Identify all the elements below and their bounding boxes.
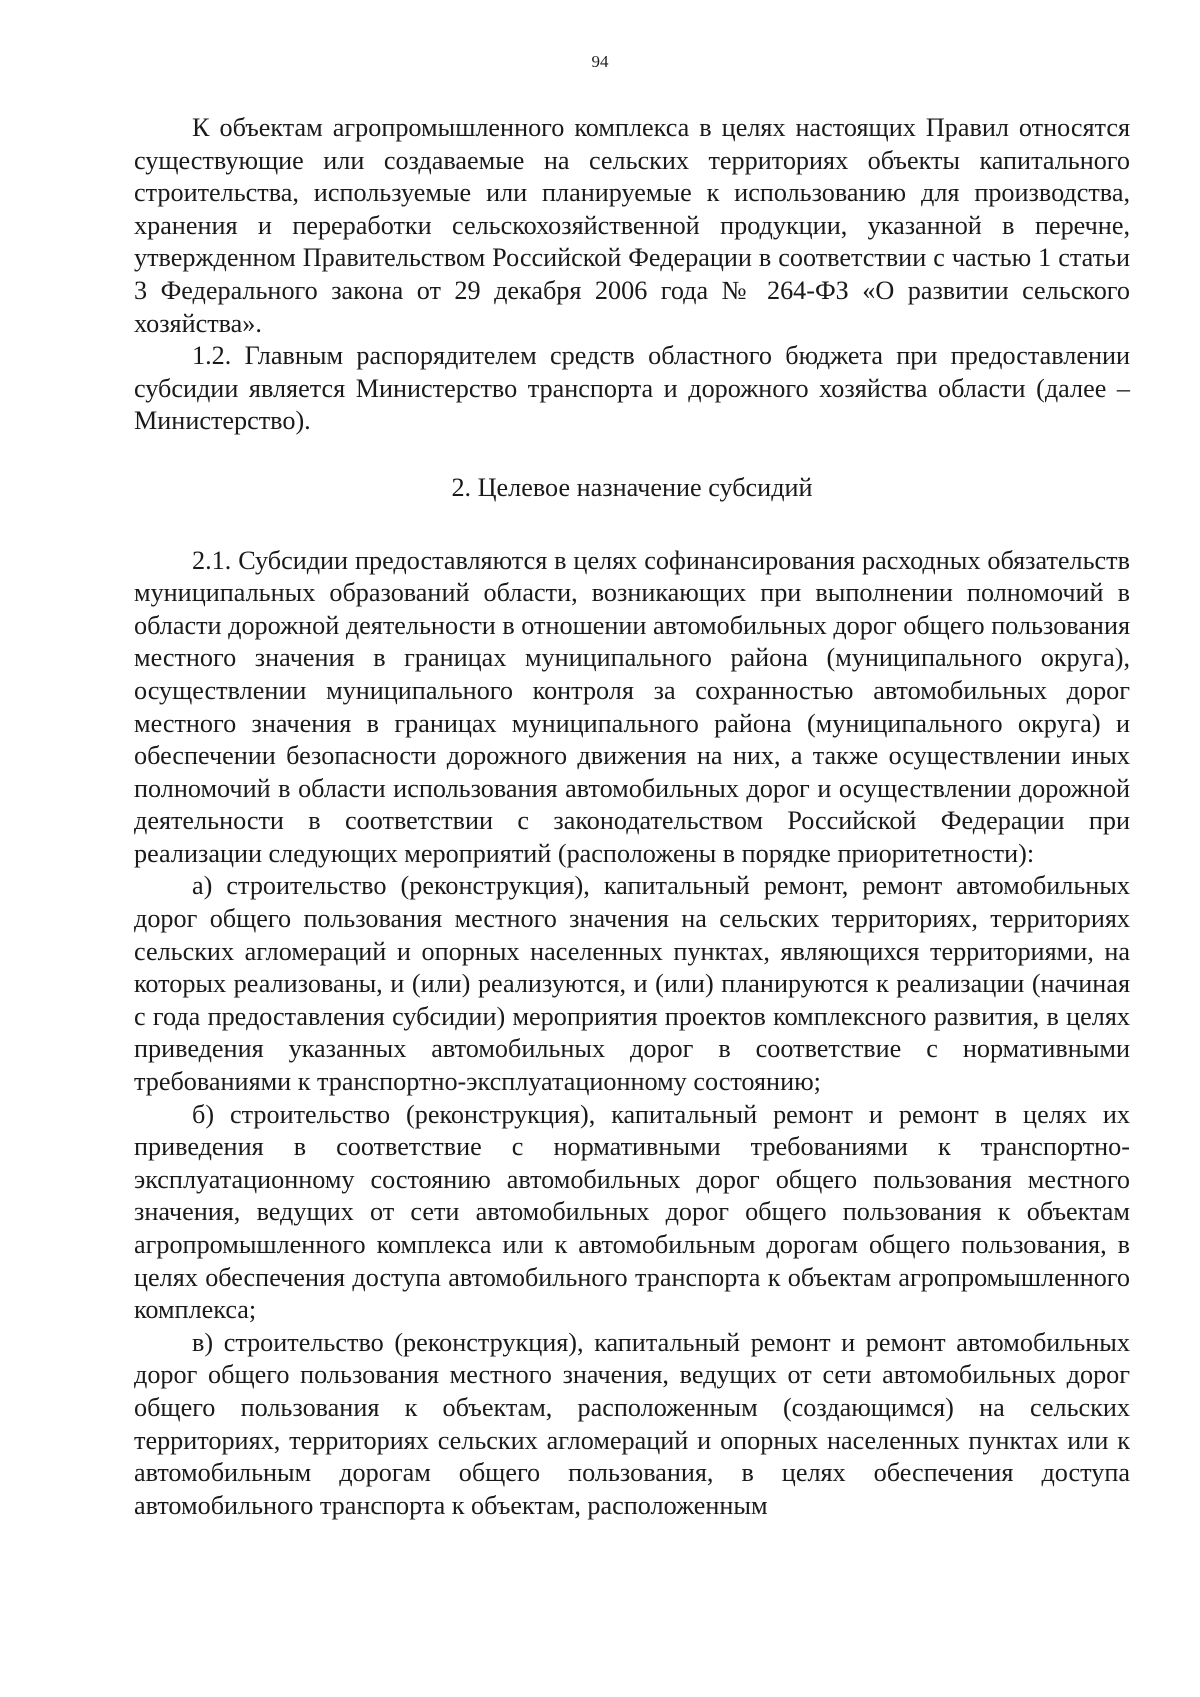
paragraph-item-b: б) строительство (реконструкция), капитальный ремонт и ремонт в целях их приведения в соответствие с нормативными требованиями к транспортно-эксплуатационному состоянию автомобильных дорог общего пользования местного значения, ведущих от сети автомобильных дорог общего пользования к объектам агропромышленного комплекса или к автомобильным дорогам общего пользования, в целях обеспечения доступа автомобильного транспорта к объектам агропромышленного комплекса;: [134, 1099, 1130, 1325]
paragraph-2-1: 2.1. Субсидии предоставляются в целях софинансирования расходных обязательств муниципальных образований области, возникающих при выполнении полномочий в области дорожной деятельности в отношении автомобильных дорог общего пользования местного значения в границах муниципального района (муниципального округа), осуществлении муниципального контроля за сохранностью автомобильных дорог местного значения в границах муниципального района (муниципального округа) и обеспечении безопасности дорожного движения на них, а также осуществлении иных полномочий в области использования автомобильных дорог и осуществлении дорожной деятельности в соответствии с законодательством Российской Федерации при реализации следующих мероприятий (расположены в порядке приоритетности):: [134, 545, 1130, 868]
paragraph-item-a: а) строительство (реконструкция), капитальный ремонт, ремонт автомобильных дорог общего пользования местного значения на сельских территориях, территориях сельских агломераций и опорных населенных пунктах, являющихся территориями, на которых реализованы, и (или) реализуются, и (или) планируются к реализации (начиная с года предоставления субсидии) мероприятия проектов комплексного развития, в целях приведения указанных автомобильных дорог в соответствие с нормативными требованиями к транспортно-эксплуатационному состоянию;: [134, 871, 1130, 1097]
paragraph-item-v: в) строительство (реконструкция), капитальный ремонт и ремонт автомобильных дорог общего пользования местного значения, ведущих от сети автомобильных дорог общего пользования к объектам, расположенным (создающимся) на сельских территориях, территориях сельских агломераций и опорных населенных пунктах или к автомобильным дорогам общего пользования, в целях обеспечения доступа автомобильного транспорта к объектам, расположенным: [134, 1327, 1130, 1520]
paragraph-agro-objects: К объектам агропромышленного комплекса в целях настоящих Правил относятся существующие или создаваемые на сельских территориях объекты капитального строительства, используемые или планируемые к использованию для производства, хранения и переработки сельскохозяйственной продукции, указанной в перечне, утвержденном Правительством Российской Федерации в соответствии с частью 1 статьи 3 Федерального закона от 29 декабря 2006 года № 264-ФЗ «О развитии сельского хозяйства».: [134, 113, 1130, 338]
paragraph-1-2: 1.2. Главным распорядителем средств областного бюджета при предоставлении субсидии является Министерство транспорта и дорожного хозяйства области (далее – Министерство).: [134, 341, 1130, 436]
document-body: [134, 112, 1130, 1522]
section-heading: 2. Целевое назначение субсидий: [451, 472, 813, 502]
page-number: 94: [591, 52, 609, 71]
